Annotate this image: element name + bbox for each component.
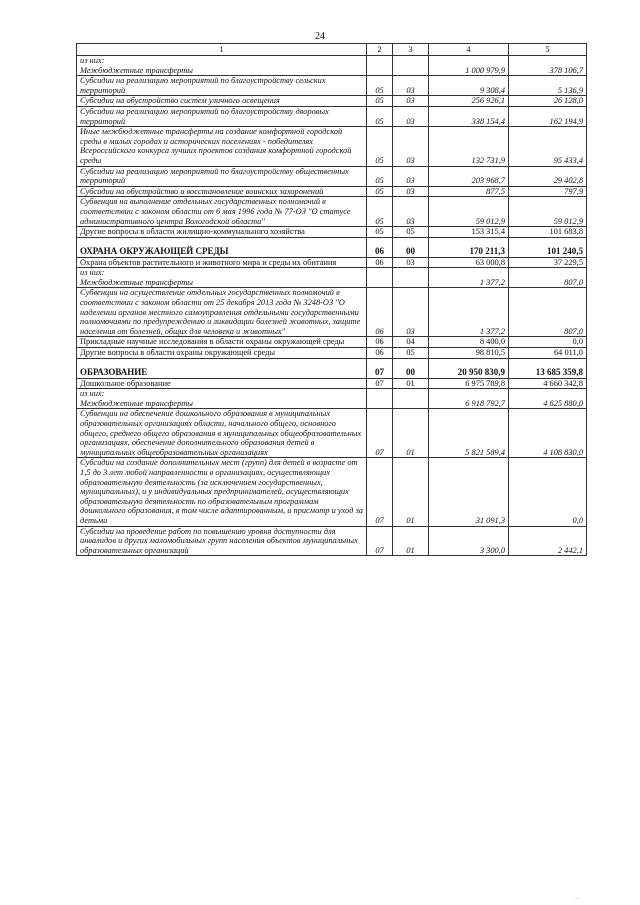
subsection-code: 00: [393, 237, 429, 257]
section-code: 07: [367, 378, 393, 389]
amount-col4: 5 821 589,4: [429, 409, 509, 458]
section-code: 05: [367, 166, 393, 186]
section-code: 05: [367, 127, 393, 166]
row-label: Субсидии на реализацию мероприятий по благоустройству общественных территорий: [77, 166, 367, 186]
amount-col4: 8 400,0: [429, 337, 509, 348]
row-label: Субсидии на обустройство и восстановление воинских захоронений: [77, 186, 367, 197]
row-label: Субвенции на обеспечение дошкольного образования в муниципальных образовательных организациях области, начального общего, основного общего, среднего общего образования в муниципальных общеобразовательных организациях, обеспечение дополнительного образования детей в муниципальных общеобразовательных организациях: [77, 409, 367, 458]
section-code: 06: [367, 288, 393, 337]
row-label: Субсидии на создание дополнительных мест (групп) для детей в возрасте от 1,5 до 3 лет любой направленности в организациях, осуществляющих образовательную деятельность (за исключением государственных, муниципальных), и у индивидуальных предпринимателей, осуществляющих образовательную деятельность по образовательным программам дошкольного образования, в том числе адаптированным, и присмотр и уход за детьми: [77, 458, 367, 526]
amount-col4: 6 975 789,8: [429, 378, 509, 389]
table-row: [77, 378, 587, 389]
row-label: Субсидии на проведение работ по повышению уровня доступности для инвалидов и других маломобильных групп населения объектов муниципальных образовательных организаций: [77, 526, 367, 556]
subsection-code: 05: [393, 227, 429, 238]
row-label: Иные межбюджетные трансферты на создание комфортной городской среды в малых городах и исторических поселениях - победителях Всероссийского конкурса лучших проектов создания комфортной городской среды: [77, 127, 367, 166]
row-label: Субсидии на реализацию мероприятий по благоустройству сельских территорий: [77, 76, 367, 96]
amount-col5: 101 683,8: [509, 227, 587, 238]
row-label: Субвенция на выполнение отдельных государственных полномочий в соответствии с законом области от 6 мая 1996 года № 77-ОЗ "О статусе административного центра Вологодской области": [77, 197, 367, 227]
amount-col4: 1 000 979,9: [429, 56, 509, 76]
amount-col5: 101 240,5: [509, 237, 587, 257]
row-label: Охрана объектов растительного и животного мира и среды их обитания: [77, 257, 367, 268]
budget-table: [76, 43, 587, 556]
row-label: Субсидии на обустройство систем уличного освещения: [77, 96, 367, 107]
row-label: из них: Межбюджетные трансферты: [77, 56, 367, 76]
subsection-code: [393, 56, 429, 76]
subsection-code: 03: [393, 197, 429, 227]
amount-col4: 59 012,9: [429, 197, 509, 227]
column-header: 4: [429, 44, 509, 56]
table-row: [77, 186, 587, 197]
amount-col4: 3 300,0: [429, 526, 509, 556]
subsection-code: 03: [393, 257, 429, 268]
amount-col5: 95 433,4: [509, 127, 587, 166]
amount-col5: 378 106,7: [509, 56, 587, 76]
amount-col4: 338 154,4: [429, 106, 509, 126]
scan-mark: . . .: [573, 896, 580, 901]
table-row: [77, 76, 587, 96]
amount-col4: 63 000,8: [429, 257, 509, 268]
subsection-code: 03: [393, 106, 429, 126]
section-code: [367, 56, 393, 76]
table-row: [77, 348, 587, 359]
subsection-code: 03: [393, 166, 429, 186]
amount-col5: 2 442,1: [509, 526, 587, 556]
page-number: 24: [315, 31, 325, 42]
table-row: [77, 227, 587, 238]
table-row: [77, 166, 587, 186]
table-row: [77, 458, 587, 526]
amount-col4: 31 091,3: [429, 458, 509, 526]
section-code: 07: [367, 526, 393, 556]
amount-col5: 797,9: [509, 186, 587, 197]
subsection-code: 03: [393, 186, 429, 197]
table-row: [77, 526, 587, 556]
column-header: 5: [509, 44, 587, 56]
row-label: из них: Межбюджетные трансферты: [77, 389, 367, 409]
section-code: 05: [367, 186, 393, 197]
amount-col5: 26 128,0: [509, 96, 587, 107]
amount-col5: 0,0: [509, 458, 587, 526]
row-label: ОБРАЗОВАНИЕ: [77, 358, 367, 378]
amount-col5: 4 108 830,0: [509, 409, 587, 458]
row-label: из них: Межбюджетные трансферты: [77, 268, 367, 288]
table-row: [77, 96, 587, 107]
row-label: ОХРАНА ОКРУЖАЮЩЕЙ СРЕДЫ: [77, 237, 367, 257]
amount-col4: 877,5: [429, 186, 509, 197]
amount-col4: 98 810,5: [429, 348, 509, 359]
amount-col5: 59 012,9: [509, 197, 587, 227]
section-code: 05: [367, 106, 393, 126]
table-row: [77, 358, 587, 378]
subsection-code: 00: [393, 358, 429, 378]
amount-col4: 20 950 830,9: [429, 358, 509, 378]
amount-col5: 37 229,5: [509, 257, 587, 268]
subsection-code: 01: [393, 526, 429, 556]
table-row: [77, 197, 587, 227]
amount-col5: 162 194,9: [509, 106, 587, 126]
amount-col5: 0,0: [509, 337, 587, 348]
subsection-code: 05: [393, 348, 429, 359]
section-code: 06: [367, 257, 393, 268]
section-code: 07: [367, 458, 393, 526]
section-code: 06: [367, 237, 393, 257]
table-row: [77, 337, 587, 348]
amount-col5: 13 685 359,8: [509, 358, 587, 378]
row-label: Прикладные научные исследования в области охраны окружающей среды: [77, 337, 367, 348]
subsection-code: 03: [393, 76, 429, 96]
amount-col4: 1 377,2: [429, 268, 509, 288]
section-code: 07: [367, 358, 393, 378]
amount-col5: 4 625 880,0: [509, 389, 587, 409]
amount-col5: 29 402,8: [509, 166, 587, 186]
subsection-code: 01: [393, 409, 429, 458]
column-header: 1: [77, 44, 367, 56]
amount-col4: 9 308,4: [429, 76, 509, 96]
subsection-code: [393, 389, 429, 409]
amount-col5: 5 136,9: [509, 76, 587, 96]
section-code: 06: [367, 337, 393, 348]
subsection-code: 03: [393, 96, 429, 107]
amount-col5: 4 660 342,8: [509, 378, 587, 389]
table-row: [77, 237, 587, 257]
section-code: 05: [367, 96, 393, 107]
subsection-code: 03: [393, 127, 429, 166]
amount-col4: 1 377,2: [429, 288, 509, 337]
row-label: Субсидии на реализацию мероприятий по благоустройству дворовых территорий: [77, 106, 367, 126]
table-row: [77, 288, 587, 337]
amount-col5: 807,0: [509, 268, 587, 288]
section-code: [367, 268, 393, 288]
row-label: Другие вопросы в области охраны окружающей среды: [77, 348, 367, 359]
section-code: [367, 389, 393, 409]
section-code: 06: [367, 348, 393, 359]
table-row: [77, 106, 587, 126]
section-code: 05: [367, 76, 393, 96]
section-code: 05: [367, 197, 393, 227]
section-code: 05: [367, 227, 393, 238]
table-row: [77, 257, 587, 268]
row-label: Субвенции на осуществление отдельных государственных полномочий в соответствии с законом области от 25 декабря 2013 года № 3248-ОЗ "О наделении органов местного самоуправления отдельными государственными полномочиями по предупреждению и ликвидации болезней животных, защите населения от болезней, общих для человека и животных": [77, 288, 367, 337]
amount-col4: 132 731,9: [429, 127, 509, 166]
amount-col5: 807,0: [509, 288, 587, 337]
amount-col4: 153 315,4: [429, 227, 509, 238]
table-header-row: [77, 44, 587, 56]
row-label: Дошкольное образование: [77, 378, 367, 389]
column-header: 2: [367, 44, 393, 56]
table-row: [77, 56, 587, 76]
table-row: [77, 409, 587, 458]
subsection-code: 03: [393, 288, 429, 337]
amount-col4: 256 926,1: [429, 96, 509, 107]
amount-col4: 203 968,7: [429, 166, 509, 186]
table-row: [77, 127, 587, 166]
table-row: [77, 268, 587, 288]
table-row: [77, 389, 587, 409]
subsection-code: 01: [393, 458, 429, 526]
column-header: 3: [393, 44, 429, 56]
subsection-code: 04: [393, 337, 429, 348]
subsection-code: [393, 268, 429, 288]
subsection-code: 01: [393, 378, 429, 389]
row-label: Другие вопросы в области жилищно-коммунального хозяйства: [77, 227, 367, 238]
section-code: 07: [367, 409, 393, 458]
amount-col4: 6 918 792,7: [429, 389, 509, 409]
amount-col4: 170 211,3: [429, 237, 509, 257]
amount-col5: 64 011,0: [509, 348, 587, 359]
